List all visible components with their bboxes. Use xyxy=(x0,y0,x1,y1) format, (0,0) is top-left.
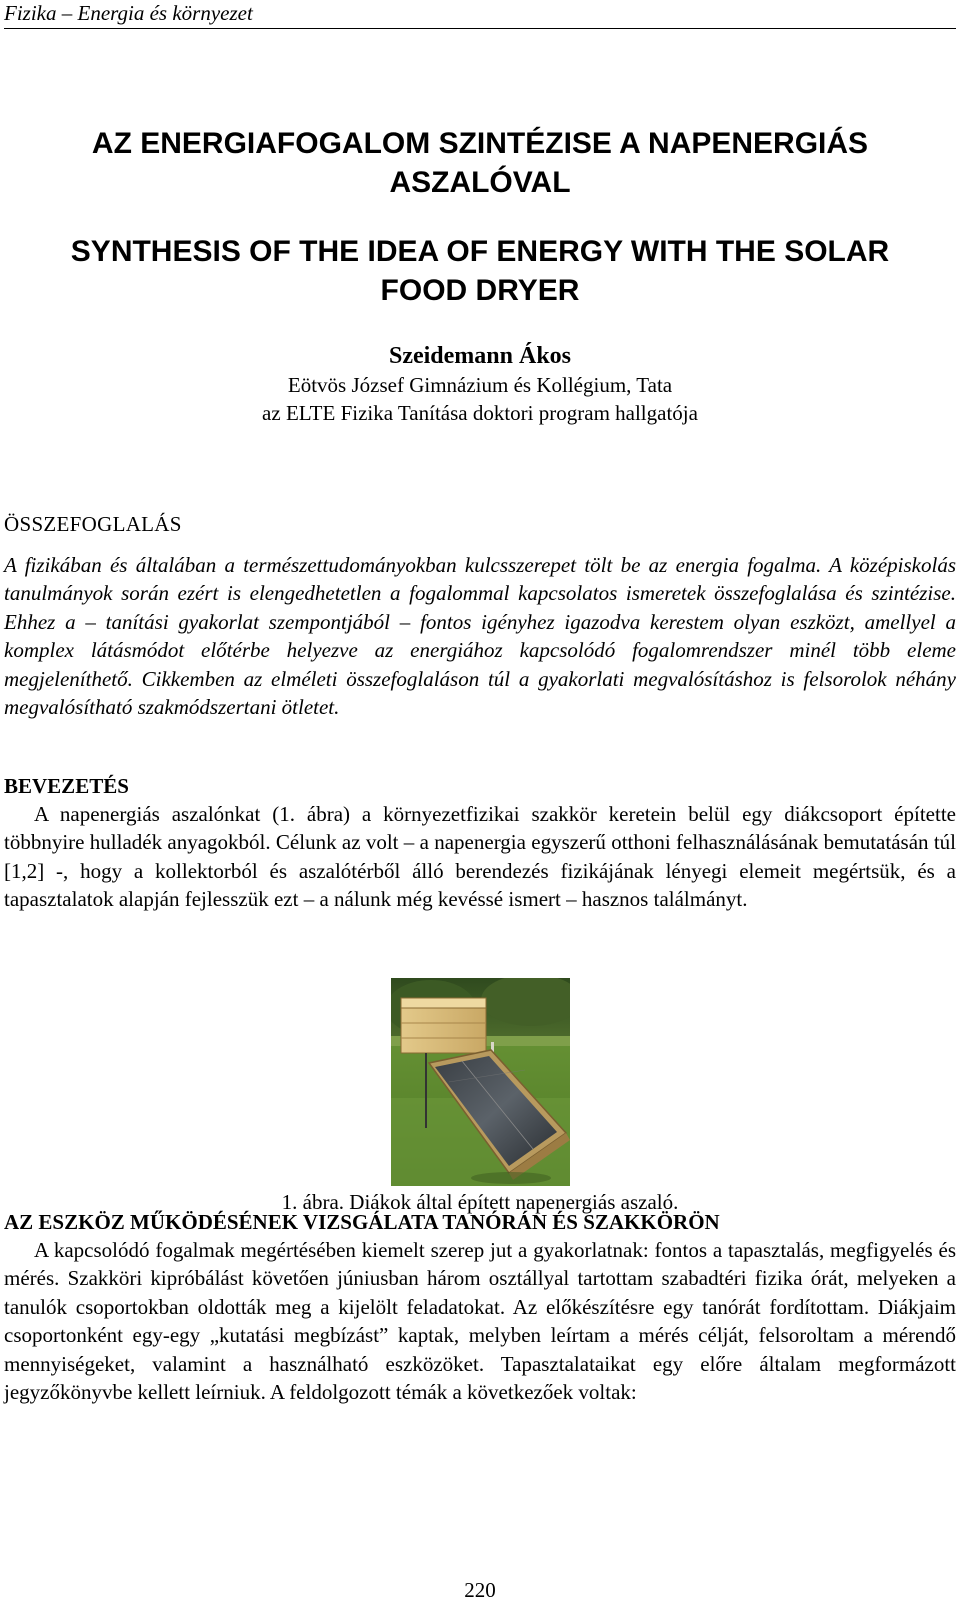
author-name: Szeidemann Ákos xyxy=(388,343,572,369)
device-section-text: A kapcsolódó fogalmak megértésében kiemelt szerep jut a gyakorlatnak: fontos a tapasztalás, megfigyelés és mérés. Szakköri kipróbálást követően júniusban három osztállyal tartottam szabadtéri fizika órát, melyeken a tanulók csoportokban oldották meg a kijelölt feladatokat. Az előkészítésre egy tanórát fordítottam. Diákjaim csoportonként egy-egy „kutatási megbízást” kaptak, melyben leírtam a mérés célját, felsoroltam a mérendő mennyiségeket, valamint a használható eszközöket. Tapasztalataikat egy előre általam megformázott jegyzőkönyvbe kellett leírniuk. A feldolgozott témák a következőek voltak: xyxy=(4,1238,956,1405)
affiliation-line2: az ELTE Fizika Tanítása doktori program hallgatója xyxy=(262,401,698,425)
introduction-text: A napenergiás aszalónkat (1. ábra) a környezetfizikai szakkör keretein belül egy diákcsoport építette többnyire hulladék anyagokból. Célunk az volt – a napenergia egyszerű otthoni felhasználásának bemutatásán túl [1,2] -, hogy a kollektorból és aszalótérből álló berendezés fizikájának lényegi elemeit megértsük, és a tapasztalatok alapján fejlesszük ezt – a nálunk még kevéssé ismert – hasznos találmányt. xyxy=(4,802,956,912)
figure-caption: 1. ábra. Diákok által épített napenergiás aszaló. xyxy=(281,1190,679,1214)
figure-solar-dryer-photo xyxy=(391,978,570,1186)
abstract-text: A fizikában és általában a természettudományokban kulcsszerepet tölt be az energia fogalma. A középiskolás tanulmányok során ezért is elengedhetetlen a fogalommal kapcsolatos ismeretek összefoglalása és szintézise. Ehhez a – tanítási gyakorlat szempontjából – fontos igényhez igazodva kerestem olyan eszközt, amellyel a komplex látásmódot előtérbe helyezve az energiához kapcsolódó fogalomrendszer minél több eleme megjeleníthető. Cikkemben az elméleti összefoglaláson túl a gyakorlati megvalósításhoz is felsorolok néhány megvalósítható szakmódszertani ötletet. xyxy=(4,553,956,720)
author-block xyxy=(0,341,960,427)
title-hungarian xyxy=(0,124,960,202)
title-english-line1: SYNTHESIS OF THE IDEA OF ENERGY WITH THE SOLAR xyxy=(70,235,890,268)
device-section-heading: AZ ESZKÖZ MŰKÖDÉSÉNEK VIZSGÁLATA TANÓRÁN ÉS SZAKKÖRÖN xyxy=(4,1210,720,1234)
introduction-heading: BEVEZETÉS xyxy=(4,774,129,798)
title-english-line2: FOOD DRYER xyxy=(380,274,580,307)
page-number: 220 xyxy=(464,1578,496,1602)
running-header: Fizika – Energia és környezet xyxy=(4,0,956,29)
affiliation-line1: Eötvös József Gimnázium és Kollégium, Tata xyxy=(287,373,673,397)
abstract-heading: ÖSSZEFOGLALÁS xyxy=(4,512,182,536)
title-hungarian-line2: ASZALÓVAL xyxy=(389,166,571,199)
title-english xyxy=(0,232,960,310)
title-hungarian-line1: AZ ENERGIAFOGALOM SZINTÉZISE A NAPENERGIÁS xyxy=(91,127,869,160)
